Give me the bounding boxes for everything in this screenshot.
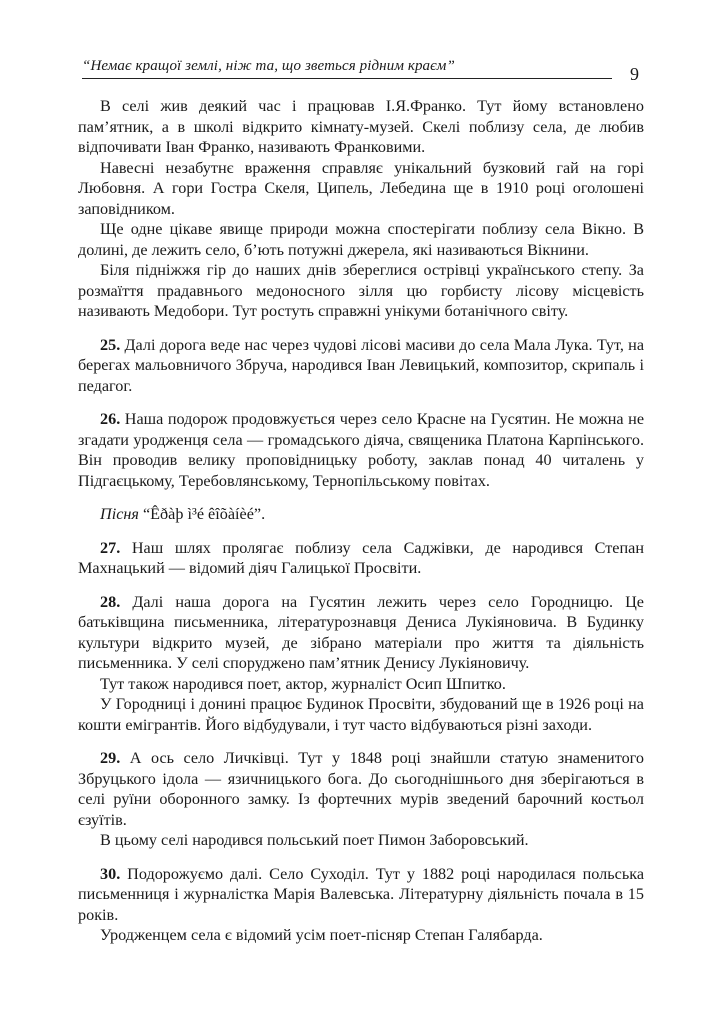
paragraph: [78, 592, 644, 674]
header-title: “Немає кращої землі, ніж та, що зветься рідним краєм”: [82, 58, 612, 79]
body-text: [78, 96, 644, 946]
section-number: 29.: [100, 749, 121, 767]
paragraph-text: А ось село Личківці. Тут у 1848 році знайшли статую знаменитого Збруцького ідола — язичницького бога. До сьогоднішнього дня зберігаються в селі руїни оборонного замку. Із фортечних мурів зведений барочний костьол єзуїтів.: [78, 749, 645, 829]
song-title: “Êðàþ ì³é êîõàíèé”.: [142, 505, 266, 523]
section-number: 28.: [100, 592, 121, 611]
section-26: [78, 409, 644, 491]
paragraph: Тут також народився поет, актор, журналіст Осип Шпитко.: [100, 674, 506, 693]
paragraph: [78, 748, 644, 830]
section-27: [78, 538, 644, 579]
section-number: 27.: [100, 538, 121, 557]
section-number: 30.: [100, 864, 121, 883]
song-label: Пісня: [100, 505, 139, 523]
paragraph: [78, 864, 644, 926]
section-28: [78, 592, 644, 736]
paragraph: У Городниці і донині працює Будинок Просвіти, збудований ще в 1926 році на кошти емігрантів. Його відбудували, і тут часто відбуваються різні заходи.: [78, 695, 644, 734]
paragraph: [78, 335, 644, 397]
section-30: [78, 864, 644, 946]
paragraph-text: Подорожуємо далі. Село Суходіл. Тут у 1882 році народилася польська письменниця і журналістка Марія Валевська. Літературну діяльність почала в 15 років.: [78, 864, 645, 924]
section-number: 26.: [100, 410, 121, 428]
paragraph: Ще одне цікаве явище природи можна спостерігати поблизу села Вікно. В долині, де лежить село, б’ють потужні джерела, які називаються Вікнини.: [78, 220, 644, 259]
paragraph: Біля підніжжя гір до наших днів збереглися острівці українського степу. За розмаїття прадавнього медоносного зілля цю горбисту лісову місцевість називають Медобори. Тут ростуть справжні унікуми ботанічного світу.: [78, 261, 644, 320]
song-reference: [78, 504, 644, 525]
paragraph: [78, 504, 644, 525]
section-number: 25.: [100, 335, 121, 354]
paragraph-text: Наша подорож продовжується через село Красне на Гусятин. Не можна не згадати уродженця села — громадського діяча, священика Платона Карпінського. Він проводив велику проповідницьку роботу, заклав понад 40 читалень у Підгаєцькому, Теребовлянському, Тернопільському повітах.: [78, 410, 644, 490]
running-header: [82, 58, 622, 79]
paragraph: [78, 409, 644, 491]
paragraph: В цьому селі народився польський поет Пимон Заборовський.: [100, 831, 529, 849]
paragraph: В селі жив деякий час і працював І.Я.Франко. Тут йому встановлено пам’ятник, а в школі відкрито кімнату-музей. Скелі поблизу села, де любив відпочивати Іван Франко, називають Франковими.: [78, 97, 644, 156]
page-number: 9: [630, 64, 639, 84]
section-29: [78, 748, 644, 851]
paragraph-text: Далі дорога веде нас через чудові лісові масиви до села Мала Лука. Тут, на берегах мальовничого Збруча, народився Іван Левицький, композитор, скрипаль і педагог.: [78, 335, 645, 395]
paragraph: Навесні незабутнє враження справляє унікальний бузковий гай на горі Любовня. А гори Гостра Скеля, Ципель, Лебедина ще в 1910 році оголошені заповідником.: [78, 158, 644, 218]
paragraph-text: Далі наша дорога на Гусятин лежить через село Городницю. Це батьківщина письменника, літературознавця Дениса Лукіяновича. В Будинку культури відкрито музей, де зібрано матеріали про життя та діяльність письменника. У селі споруджено пам’ятник Денису Лукіяновичу.: [78, 592, 644, 672]
section-25: [78, 335, 644, 397]
paragraph: [78, 538, 644, 579]
paragraph: Уродженцем села є відомий усім поет-пісняр Степан Галябарда.: [100, 926, 543, 944]
paragraph-text: Наш шлях пролягає поблизу села Саджівки, де народився Степан Махнацький — відомий діяч Галицької Просвіти.: [78, 538, 645, 577]
